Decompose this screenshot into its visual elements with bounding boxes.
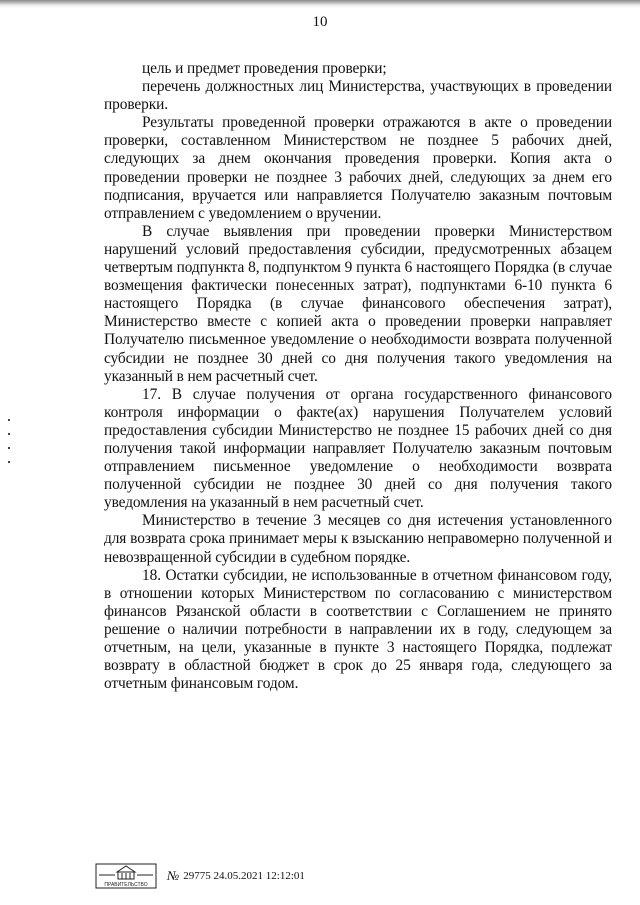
margin-dot bbox=[8, 461, 10, 463]
paragraph-inspection-results: Результаты проведенной проверки отражаются в акте о проведении проверки, составленном Министерством не позднее 5 рабочих дней, следующих за днем окончания проведения проверки. Копия акта о проведении проверки не позднее 3 рабочих дней, следующих за днем его подписания, вручается или направляется Получателю заказным почтовым отправлением с уведомлением о вручении. bbox=[104, 114, 612, 222]
page-number: 10 bbox=[312, 14, 328, 30]
registration-stamp-text: 29775 24.05.2021 12:12:01 bbox=[183, 870, 305, 882]
registration-footer bbox=[95, 861, 305, 889]
seal-caption: ПРАВИТЕЛЬСТВО bbox=[104, 882, 148, 888]
government-seal-icon bbox=[95, 863, 157, 889]
paragraph-recovery-measures: Министерство в течение 3 месяцев со дня истечения установленного для возврата срока принимает меры к взысканию неправомерно полученной и невозвращенной субсидии в судебном порядке. bbox=[104, 512, 612, 566]
paragraph-item-18: 18. Остатки субсидии, не использованные в отчетном финансовом году, в отношении которых Министерством по согласованию с министерством финансов Рязанской области в соответствии с Соглашением не принято решение о наличии потребности в направлении их в году, следующем за отчетным, на цели, указанные в пункте 3 настоящего Порядка, подлежат возврату в областной бюджет в срок до 25 января года, следующего за отчетным финансовым годом. bbox=[104, 566, 612, 693]
margin-dot bbox=[8, 447, 10, 449]
document-body bbox=[104, 60, 612, 693]
scan-top-edge bbox=[0, 0, 640, 8]
number-sign: № bbox=[167, 868, 180, 883]
paragraph-officials-list: перечень должностных лиц Министерства, участвующих в проведении проверки. bbox=[104, 78, 612, 114]
margin-dot bbox=[8, 419, 10, 421]
paragraph-item-17: 17. В случае получения от органа государственного финансового контроля информации о факте(ах) нарушения Получателем условий предоставления субсидии Министерство не позднее 15 рабочих дней со дня получения такой информации направляет Получателю заказным почтовым отправлением письменное уведомление о необходимости возврата полученной субсидии не позднее 30 дней со дня получения такого уведомления на указанный в нем расчетный счет. bbox=[104, 385, 612, 512]
registration-stamp bbox=[167, 870, 305, 889]
paragraph-violations-detected: В случае выявления при проведении проверки Министерством нарушений условий предоставления субсидии, предусмотренных абзацем четвертым подпункта 8, подпунктом 9 пункта 6 настоящего Порядка (в случае возмещения фактически понесенных затрат), подпунктами 6-10 пункта 6 настоящего Порядка (в случае финансового обеспечения затрат), Министерство вместе с копией акта о проведении проверки направляет Получателю письменное уведомление о необходимости возврата полученной субсидии не позднее 30 дней со дня получения такого уведомления на указанный в нем расчетный счет. bbox=[104, 222, 612, 385]
paragraph-inspection-goal: цель и предмет проведения проверки; bbox=[142, 60, 387, 77]
margin-dot bbox=[8, 433, 10, 435]
